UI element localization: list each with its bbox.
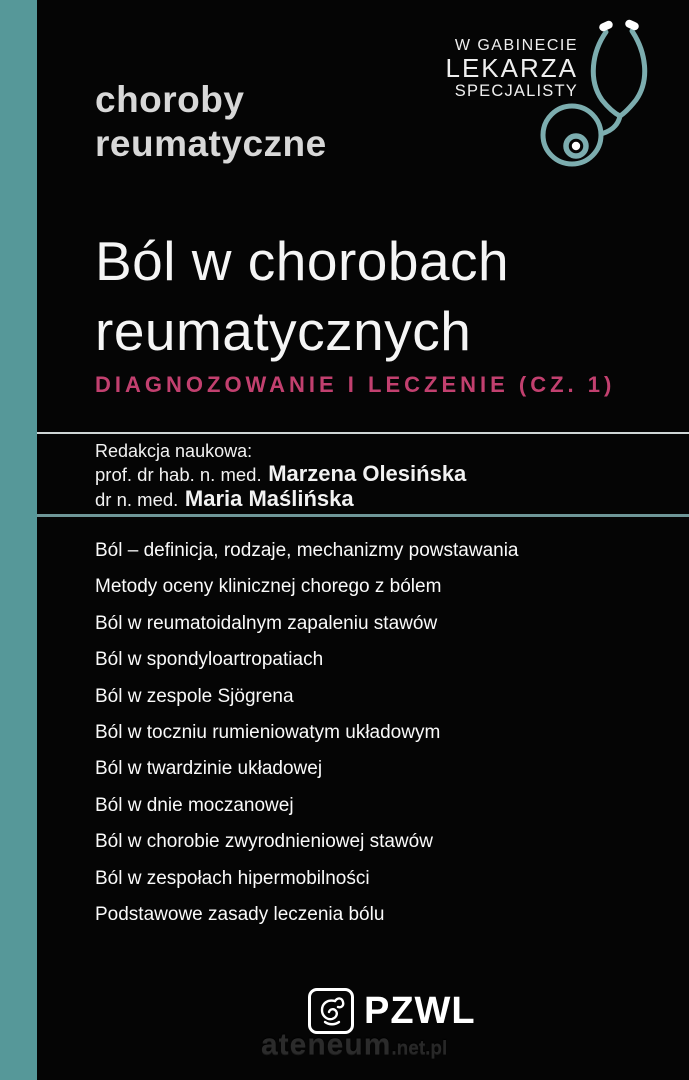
stethoscope-icon <box>530 0 689 175</box>
chapter-list-item: Ból w spondyloartropatiach <box>95 649 324 671</box>
editor-entry <box>95 487 466 512</box>
editor-prefix: dr n. med. <box>95 489 179 510</box>
chapter-list-item: Podstawowe zasady leczenia bólu <box>95 904 385 926</box>
book-title <box>95 226 509 366</box>
title-line-1: Ból w chorobach <box>95 230 510 292</box>
series-line-2: reumatyczne <box>95 123 327 164</box>
brand-line-3: SPECJALISTY <box>454 82 578 100</box>
series-line-1: choroby <box>95 79 245 120</box>
editor-name: Marzena Olesińska <box>268 461 467 486</box>
chapter-list-item: Ból w dnie moczanowej <box>95 794 294 816</box>
editors-block <box>95 440 466 512</box>
chapter-list-item: Ból w toczniu rumieniowatym układowym <box>95 722 441 744</box>
editor-name: Maria Maślińska <box>184 486 354 511</box>
store-watermark <box>261 1028 447 1062</box>
watermark-suffix: .net.pl <box>391 1038 448 1059</box>
editors-heading: Redakcja naukowa: <box>95 441 253 461</box>
title-line-2: reumatycznych <box>95 300 472 362</box>
divider-bottom <box>37 514 689 517</box>
chapter-list-item: Ból – definicja, rodzaje, mechanizmy powstawania <box>95 540 519 561</box>
chapter-list-item: Ból w twardzinie układowej <box>95 758 323 780</box>
chapter-list-item: Ból w chorobie zwyrodnieniowej stawów <box>95 831 433 853</box>
chapter-list-item: Ból w reumatoidalnym zapaleniu stawów <box>95 612 438 634</box>
divider-top <box>37 432 689 434</box>
chapter-list-item: Ból w zespole Sjögrena <box>95 685 294 707</box>
watermark-main: ateneum <box>261 1028 392 1061</box>
editor-prefix: prof. dr hab. n. med. <box>95 464 262 485</box>
chapter-list-item: Metody oceny klinicznej chorego z bólem <box>95 576 442 598</box>
brand-line-1: W GABINECIE <box>454 37 578 54</box>
spine-stripe <box>0 0 37 1080</box>
editor-entry <box>95 462 466 487</box>
brand-line-2: LEKARZA <box>445 53 578 83</box>
chapter-list <box>95 533 519 933</box>
book-subtitle: DIAGNOZOWANIE I LECZENIE (CZ. 1) <box>95 372 616 397</box>
chapter-list-item: Ból w zespołach hipermobilności <box>95 867 370 889</box>
series-title <box>95 78 327 166</box>
publisher-name: PZWL <box>364 990 476 1032</box>
